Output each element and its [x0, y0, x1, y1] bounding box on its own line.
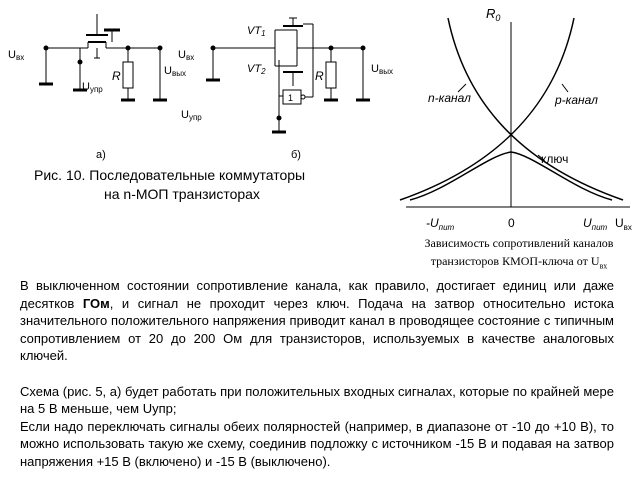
x-zero-label: 0 — [508, 216, 515, 230]
svg-text:R: R — [315, 69, 324, 83]
graph-caption-line2: транзисторов КМОП-ключа от $U_{вх}$ — [430, 254, 608, 271]
p-channel-label: p-канал — [555, 93, 598, 107]
svg-text:Uвх: Uвх — [178, 49, 195, 62]
svg-text:Uвых: Uвых — [371, 63, 393, 76]
figure-caption-line1: Рис. 10. Последовательные коммутаторы — [34, 167, 306, 183]
circuit-b-label: б) — [291, 149, 301, 161]
graph-caption-line1: Зависимость сопротивлений каналов — [424, 236, 614, 250]
circuit-a-label: а) — [96, 149, 106, 161]
resistance-graph — [398, 0, 640, 240]
body-text — [20, 277, 614, 470]
svg-text:Uвых: Uвых — [164, 65, 186, 78]
circuit-b — [175, 0, 400, 170]
svg-text:VT2: VT2 — [247, 63, 266, 76]
svg-text:VT1: VT1 — [247, 25, 266, 38]
x-axis-label: $U_{вх}$ — [615, 216, 632, 232]
svg-text:R: R — [112, 69, 121, 83]
paragraph-3: Если надо переключать сигналы обеих полярностей (например, в диапазоне от -10 до +10 В), то можно использовать такую же схему, соединив подложку с источником -15 В и подавая на затвор напряжения +15 В (включено) и -15 В (выключено). — [20, 418, 614, 469]
y-axis-label: $R_0$ — [486, 6, 501, 23]
key-label: ключ — [541, 152, 569, 166]
n-channel-label: n-канал — [428, 91, 471, 105]
svg-text:Uупр: Uупр — [82, 81, 103, 94]
svg-text:Uупр: Uупр — [181, 109, 202, 122]
x-neg-label: $-U_{пит}$ — [426, 216, 455, 232]
figure-caption-line2: на n-МОП транзисторах — [104, 186, 260, 202]
svg-text:Uвх: Uвх — [8, 49, 25, 62]
x-pos-label: $U_{пит}$ — [583, 216, 608, 232]
svg-text:1: 1 — [288, 93, 294, 103]
paragraph-1: В выключенном состоянии сопротивление канала, как правило, достигает единиц или даже десятков ГОм, и сигнал не проходит через ключ. Подача на затвор относительно истока значительного положительного напряжения приводит канал в проводящее состояние с типичным сопротивлением от 20 до 200 Ом для транзисторов, используемых в качестве аналоговых ключей. — [20, 278, 615, 363]
paragraph-2: Схема (рис. 5, а) будет работать при положительных входных сигналах, которые по крайней мере на 5 В меньше, чем Uупр; — [20, 383, 614, 416]
circuit-a — [0, 0, 190, 170]
